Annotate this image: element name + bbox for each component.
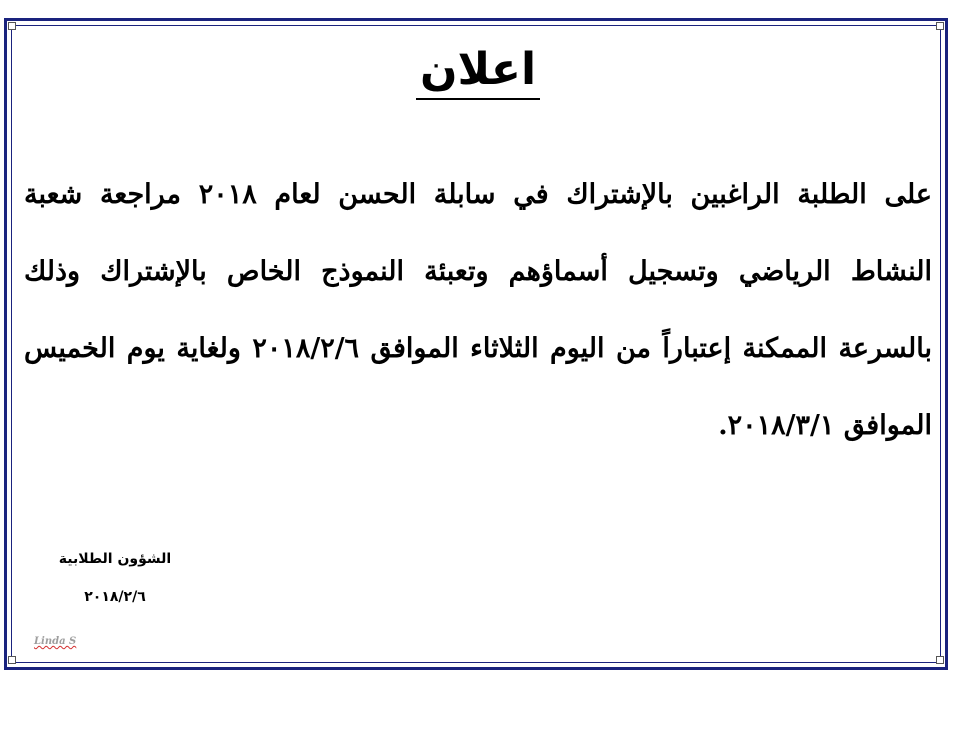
corner-handle-bottom-left	[8, 656, 16, 664]
corner-handle-bottom-right	[936, 656, 944, 664]
signature-department: الشؤون الطلابية	[58, 551, 172, 567]
corner-handle-top-right	[936, 22, 944, 30]
announcement-body: على الطلبة الراغبين بالإشتراك في سابلة الحسن لعام ٢٠١٨ مراجعة شعبة النشاط الرياضي وتسجيل أسماؤهم وتعبئة النموذج الخاص بالإشتراك وذلك بالسرعة الممكنة إعتباراً من اليوم الثلاثاء الموافق ٢٠١٨/٢/٦ ولغاية يوم الخميس الموافق ٢٠١٨/٣/١.	[24, 179, 933, 441]
signature-date: ٢٠١٨/٢/٦	[84, 589, 146, 605]
corner-handle-top-left	[8, 22, 16, 30]
announcement-title	[0, 44, 956, 100]
signature-block	[50, 540, 180, 616]
author-watermark: Linda S	[34, 636, 77, 647]
announcement-title-text: اعلان	[416, 44, 540, 100]
